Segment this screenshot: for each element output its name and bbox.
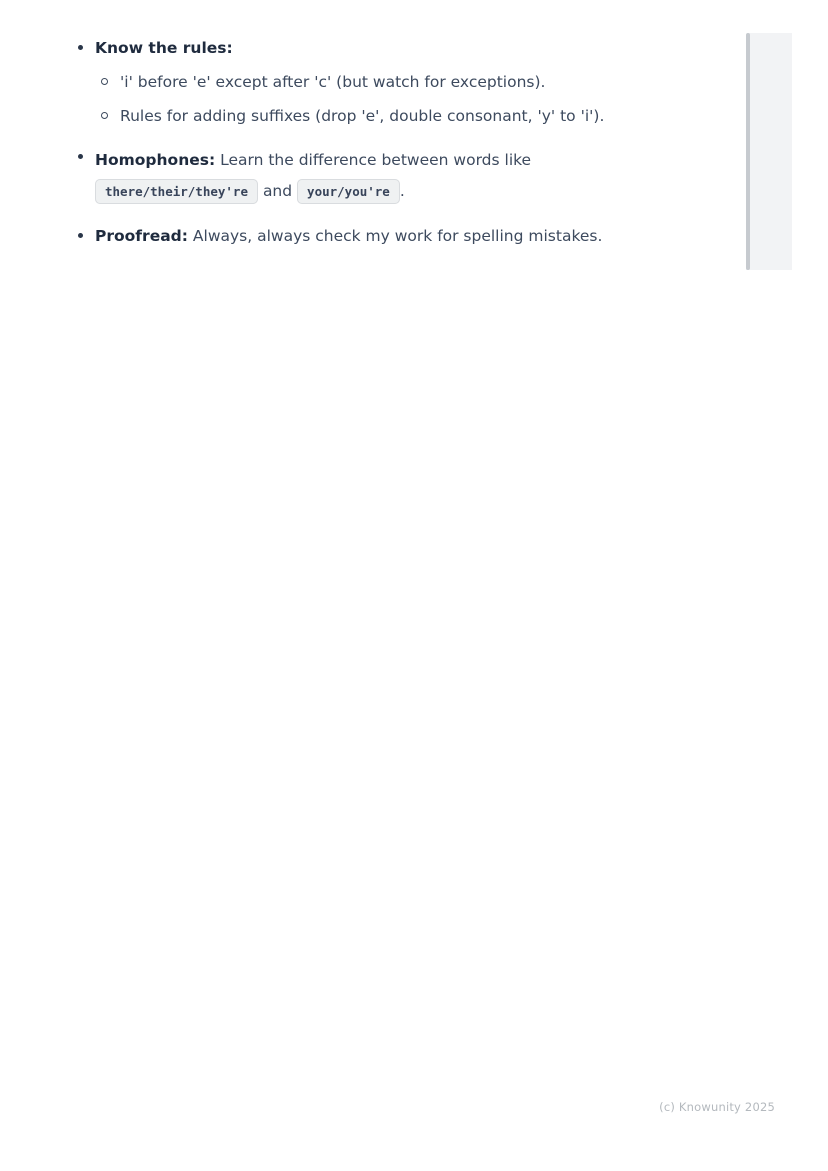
scrollbar-thumb[interactable]	[746, 33, 750, 270]
sub-item-text: Rules for adding suffixes (drop 'e', double consonant, 'y' to 'i').	[120, 107, 605, 126]
note-content	[77, 36, 662, 265]
list-item	[95, 104, 662, 128]
inline-code-chip: there/their/they're	[95, 179, 258, 204]
list-item	[77, 224, 662, 248]
copyright-footer: (c) Knowunity 2025	[659, 1100, 775, 1114]
list-item-text: Learn the difference between words like	[220, 151, 532, 170]
list-item-text: Always, always check my work for spelling mistakes.	[192, 227, 603, 246]
conjunction-text: and	[262, 182, 293, 201]
inline-code-chip: your/you're	[297, 179, 400, 204]
list-item-term: Homophones:	[95, 151, 216, 170]
list-item	[95, 70, 662, 94]
list-item	[77, 145, 662, 207]
list-item-term: Proofread:	[95, 227, 188, 246]
sub-item-text: 'i' before 'e' except after 'c' (but watch for exceptions).	[120, 73, 546, 92]
list-item	[77, 36, 662, 128]
bullet-list	[77, 36, 662, 248]
list-item-term: Know the rules:	[95, 39, 233, 57]
scrollbar-track[interactable]	[746, 33, 792, 270]
sub-bullet-list	[95, 70, 662, 128]
sentence-period: .	[399, 182, 405, 201]
